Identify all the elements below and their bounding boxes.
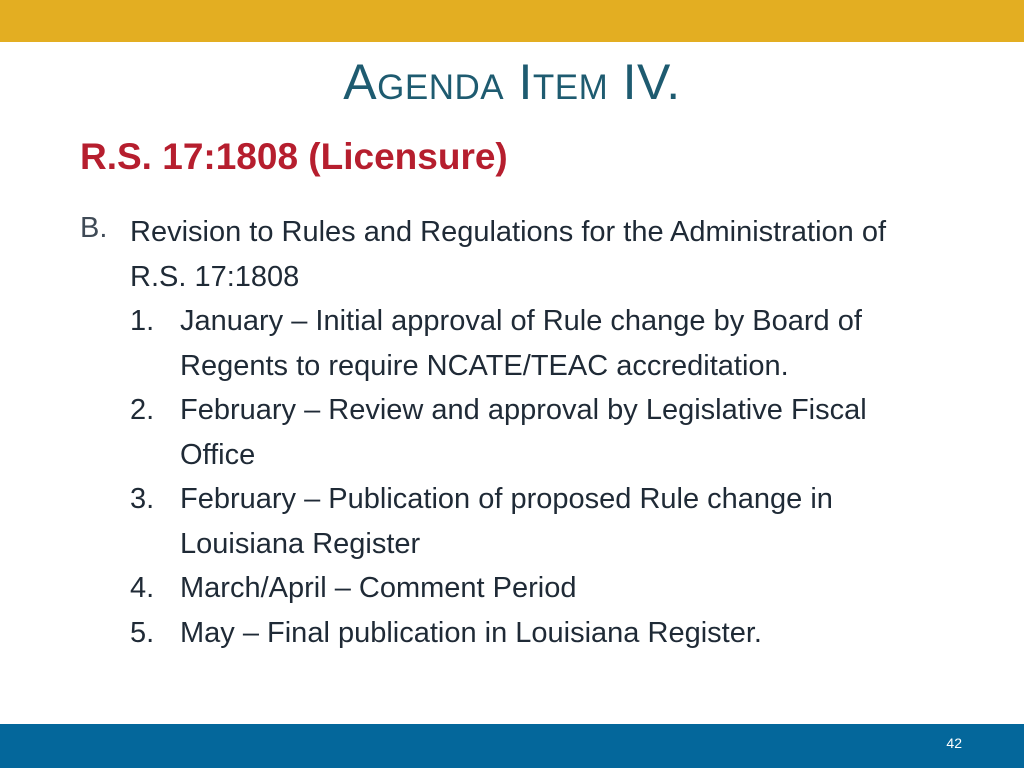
list-item [80, 388, 940, 477]
slide-number: 42 [946, 735, 962, 751]
list-item-number: 4. [130, 572, 155, 604]
slide-body [80, 210, 940, 655]
list-item-text: February – Publication of proposed Rule change in Louisiana Register [180, 483, 833, 560]
list-item [80, 299, 940, 388]
list-item [80, 611, 940, 656]
list-item [80, 566, 940, 611]
list-item-text: May – Final publication in Louisiana Register. [180, 616, 762, 649]
list-item-number: 2. [130, 394, 155, 426]
slide-title: Agenda Item IV. [343, 54, 681, 110]
list-item-number: 5. [130, 616, 155, 649]
list-item-text: March/April – Comment Period [180, 572, 577, 604]
bottom-footer-bar [0, 724, 1024, 768]
top-accent-bar [0, 0, 1024, 42]
section-b [80, 210, 940, 299]
section-text: Revision to Rules and Regulations for the Administration of R.S. 17:1808 [130, 216, 887, 293]
list-item-text: February – Review and approval by Legislative Fiscal Office [180, 394, 867, 471]
list-item-number: 3. [130, 483, 155, 515]
slide-subtitle: R.S. 17:1808 (Licensure) [80, 136, 508, 177]
section-marker: B. [80, 212, 108, 244]
list-item-number: 1. [130, 305, 155, 337]
list-item-text: January – Initial approval of Rule change by Board of Regents to require NCATE/TEAC accreditation. [180, 305, 862, 382]
list-item [80, 477, 940, 566]
timeline-list [80, 299, 940, 655]
